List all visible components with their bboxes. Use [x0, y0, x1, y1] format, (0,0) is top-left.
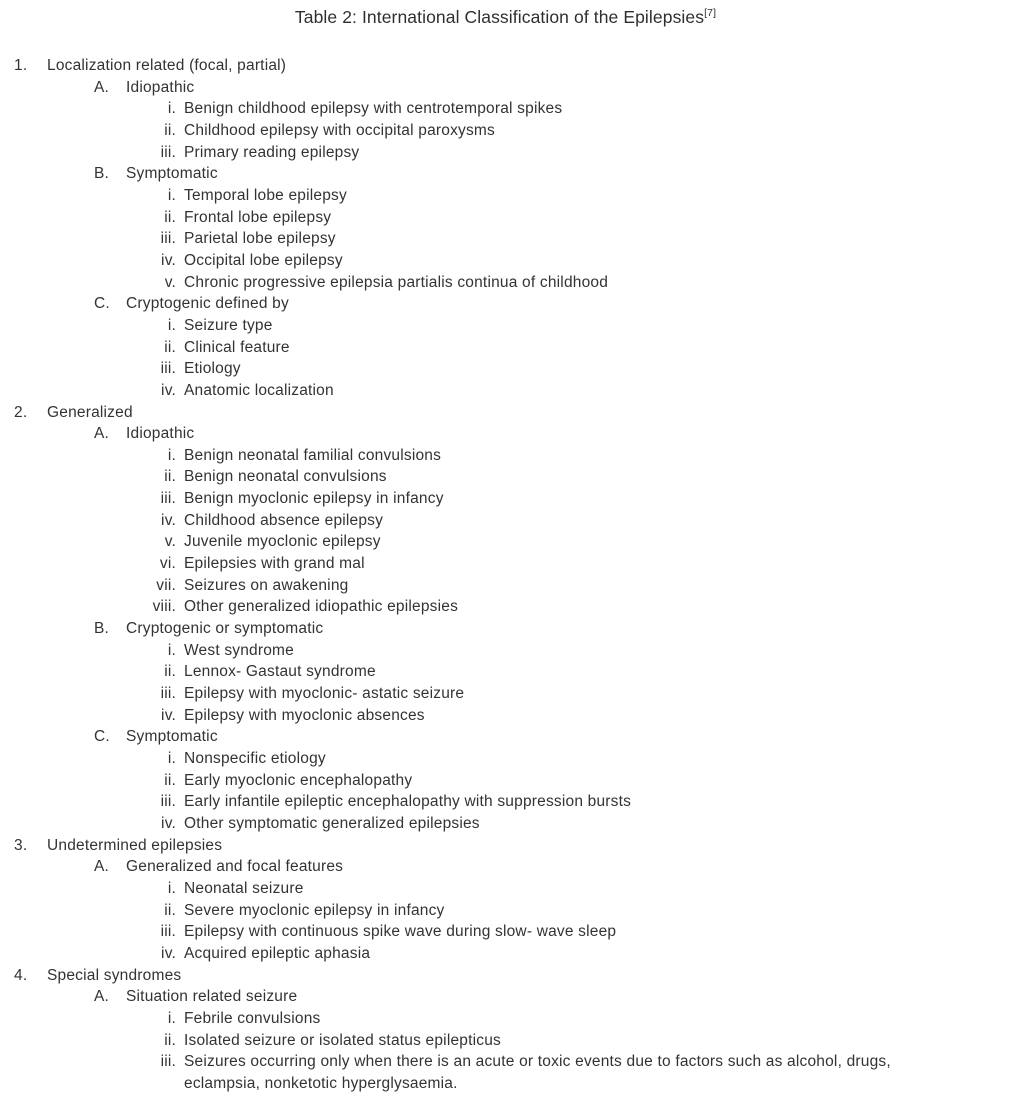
- outline-item-text: Clinical feature: [184, 338, 290, 356]
- outline-item-text-line: eclampsia, nonketotic hyperglysaemia.: [184, 1074, 458, 1092]
- outline-item-text: Acquired epileptic aphasia: [184, 944, 371, 962]
- outline-item-level-3: [0, 683, 1011, 705]
- outline-item-level-2: [0, 726, 1011, 748]
- outline-item-level-3: [0, 380, 1011, 402]
- outline-item-marker: ii.: [164, 1031, 176, 1049]
- outline-item-marker: viii.: [152, 598, 176, 616]
- outline-item-marker: iii.: [160, 793, 176, 811]
- outline-item-text: Localization related (focal, partial): [47, 57, 287, 74]
- outline-item-marker: iii.: [160, 230, 176, 248]
- outline-item-marker: iii.: [160, 360, 176, 378]
- outline-item-text: Childhood absence epilepsy: [184, 511, 384, 529]
- outline-item-marker: i.: [167, 879, 176, 897]
- outline-item-level-1: [0, 402, 1011, 424]
- outline-item-marker: iii.: [160, 685, 176, 703]
- outline-item-marker: ii.: [164, 663, 176, 681]
- outline-item-marker: vii.: [156, 576, 176, 594]
- outline-item-marker: iv.: [161, 944, 176, 962]
- outline-item-marker: i.: [167, 316, 176, 334]
- outline-item-level-3: [0, 120, 1011, 142]
- outline-item-marker: A.: [94, 425, 110, 443]
- outline-item-text: Cryptogenic defined by: [126, 295, 289, 313]
- outline-item-text: Nonspecific etiology: [184, 750, 326, 767]
- outline-item-marker: vi.: [159, 555, 176, 573]
- outline-item-text: Etiology: [184, 360, 241, 378]
- outline-item-text: Seizures on awakening: [184, 576, 349, 594]
- outline-item-level-3: [0, 488, 1011, 510]
- outline-item-text: Early myoclonic encephalopathy: [184, 771, 413, 789]
- outline-item-text: Idiopathic: [126, 78, 195, 96]
- outline-item-marker: i.: [167, 1009, 176, 1027]
- outline-item-text: Epilepsy with myoclonic absences: [184, 706, 425, 724]
- outline-item-text: West syndrome: [184, 641, 294, 659]
- outline-item-text: Anatomic localization: [184, 381, 334, 399]
- table-title-text: Table 2: International Classification of the Epilepsies: [294, 7, 705, 27]
- outline-item-level-3: [0, 596, 1011, 618]
- outline-item-level-3: [0, 575, 1011, 597]
- outline-item-level-3: [0, 466, 1011, 488]
- outline-item-text: Seizure type: [184, 316, 273, 334]
- outline-item-text: Childhood epilepsy with occipital paroxysms: [184, 121, 495, 139]
- outline-item-level-3: [0, 553, 1011, 575]
- outline-item-level-1: [0, 835, 1011, 857]
- outline-item-text: Other symptomatic generalized epilepsies: [184, 814, 480, 832]
- outline-item-text: Severe myoclonic epilepsy in infancy: [184, 901, 445, 919]
- outline-item-text: Symptomatic: [126, 728, 218, 746]
- outline-item-level-2: [0, 163, 1011, 185]
- outline-item-level-3: [0, 705, 1011, 727]
- outline-item-level-3: [0, 185, 1011, 207]
- outline-item-text: Primary reading epilepsy: [184, 143, 360, 161]
- outline-item-text-line: Seizures occurring only when there is an acute or toxic events due to factors such as alcohol, drugs,: [184, 1053, 891, 1071]
- outline-item-marker: ii.: [164, 208, 176, 226]
- outline-item-marker: iii.: [160, 923, 176, 941]
- outline-item-marker: A.: [94, 858, 110, 876]
- outline-item-marker: ii.: [164, 338, 176, 356]
- outline-item-level-3: [0, 921, 1011, 943]
- outline-item-level-3: [0, 272, 1011, 294]
- outline-item-level-3: [0, 510, 1011, 532]
- outline-item-marker: 3.: [14, 836, 28, 854]
- outline-item-marker: 1.: [14, 57, 28, 74]
- outline-item-text: Special syndromes: [47, 966, 182, 984]
- outline-item-marker: iii.: [160, 1053, 176, 1071]
- outline-item-text: Parietal lobe epilepsy: [184, 230, 336, 248]
- outline-item-marker: v.: [164, 273, 176, 291]
- outline-item-level-3: [0, 98, 1011, 120]
- outline-item-text: Temporal lobe epilepsy: [184, 186, 347, 204]
- outline-item-text: Situation related seizure: [126, 988, 298, 1006]
- outline-item-marker: 4.: [14, 966, 28, 984]
- outline-item-level-3: [0, 770, 1011, 792]
- outline-item-text: Generalized and focal features: [126, 858, 344, 876]
- outline-item-level-2: [0, 856, 1011, 878]
- outline-item-marker: i.: [167, 186, 176, 204]
- outline-item-level-3: [0, 1008, 1011, 1030]
- outline-item-level-3: [0, 337, 1011, 359]
- outline-item-level-3: [0, 207, 1011, 229]
- outline-item-marker: i.: [167, 641, 176, 659]
- outline-item-text: Benign myoclonic epilepsy in infancy: [184, 490, 444, 508]
- outline-item-marker: i.: [167, 446, 176, 464]
- outline-item-marker: C.: [94, 295, 110, 313]
- table-title: [0, 0, 1011, 29]
- outline-item-marker: iv.: [161, 251, 176, 269]
- outline-item-marker: A.: [94, 988, 110, 1006]
- outline-item-marker: ii.: [164, 771, 176, 789]
- outline-item-level-2: [0, 293, 1011, 315]
- outline-item-marker: ii.: [164, 901, 176, 919]
- outline-item-text: Febrile convulsions: [184, 1009, 321, 1027]
- outline-item-level-3: [0, 661, 1011, 683]
- outline-item-text: Benign neonatal familial convulsions: [184, 446, 442, 464]
- outline-item-level-3: [0, 1051, 1011, 1094]
- outline-item-marker: iv.: [161, 511, 176, 529]
- outline-item-marker: iii.: [160, 490, 176, 508]
- outline-item-marker: v.: [164, 533, 176, 551]
- outline-item-level-3: [0, 748, 1011, 770]
- outline-item-text: Other generalized idiopathic epilepsies: [184, 598, 459, 616]
- outline-item-level-3: [0, 1030, 1011, 1052]
- outline-item-marker: B.: [94, 620, 110, 638]
- outline-item-text: Epilepsies with grand mal: [184, 555, 365, 573]
- citation-reference: [7]: [704, 7, 717, 20]
- outline-item-text: Idiopathic: [126, 425, 195, 443]
- outline-item-level-3: [0, 640, 1011, 662]
- outline-item-text: Occipital lobe epilepsy: [184, 251, 343, 269]
- outline-item-text: Juvenile myoclonic epilepsy: [184, 533, 381, 551]
- outline-item-level-3: [0, 445, 1011, 467]
- outline-item-level-2: [0, 77, 1011, 99]
- outline-item-text: Epilepsy with myoclonic- astatic seizure: [184, 685, 465, 703]
- outline-item-marker: iii.: [160, 143, 176, 161]
- outline-item-text: [184, 1051, 1011, 1094]
- outline-item-level-2: [0, 986, 1011, 1008]
- outline-item-text: Benign neonatal convulsions: [184, 468, 387, 486]
- outline-item-text: Epilepsy with continuous spike wave during slow- wave sleep: [184, 923, 617, 941]
- outline-item-text: Lennox- Gastaut syndrome: [184, 663, 376, 681]
- outline-item-marker: iv.: [161, 706, 176, 724]
- outline-item-marker: ii.: [164, 121, 176, 139]
- outline-item-text: Neonatal seizure: [184, 879, 304, 897]
- outline-item-text: Frontal lobe epilepsy: [184, 208, 332, 226]
- outline-item-text: Early infantile epileptic encephalopathy with suppression bursts: [184, 793, 632, 811]
- outline-item-text: Cryptogenic or symptomatic: [126, 620, 324, 638]
- outline-item-level-1: [0, 965, 1011, 987]
- outline-item-level-3: [0, 900, 1011, 922]
- outline-item-level-3: [0, 142, 1011, 164]
- classification-outline: [0, 55, 1011, 1095]
- outline-item-text: Benign childhood epilepsy with centrotemporal spikes: [184, 100, 563, 118]
- outline-item-marker: iv.: [161, 814, 176, 832]
- outline-item-level-2: [0, 618, 1011, 640]
- outline-item-marker: B.: [94, 165, 110, 183]
- outline-item-level-3: [0, 813, 1011, 835]
- outline-item-marker: ii.: [164, 468, 176, 486]
- outline-item-marker: i.: [167, 100, 176, 118]
- outline-item-level-2: [0, 423, 1011, 445]
- outline-item-level-3: [0, 791, 1011, 813]
- outline-item-text: Undetermined epilepsies: [47, 836, 223, 854]
- outline-item-level-3: [0, 315, 1011, 337]
- outline-item-level-3: [0, 228, 1011, 250]
- outline-item-marker: iv.: [161, 381, 176, 399]
- outline-item-text: Isolated seizure or isolated status epilepticus: [184, 1031, 501, 1049]
- outline-item-text: Symptomatic: [126, 165, 218, 183]
- outline-item-text: Generalized: [47, 403, 133, 421]
- outline-item-marker: i.: [167, 750, 176, 767]
- outline-item-level-3: [0, 943, 1011, 965]
- outline-item-level-3: [0, 250, 1011, 272]
- outline-item-level-1: [0, 55, 1011, 77]
- outline-item-text: Chronic progressive epilepsia partialis continua of childhood: [184, 273, 609, 291]
- outline-item-marker: 2.: [14, 403, 28, 421]
- outline-item-level-3: [0, 878, 1011, 900]
- outline-item-level-3: [0, 531, 1011, 553]
- outline-item-marker: A.: [94, 78, 110, 96]
- outline-item-marker: C.: [94, 728, 110, 746]
- outline-item-level-3: [0, 358, 1011, 380]
